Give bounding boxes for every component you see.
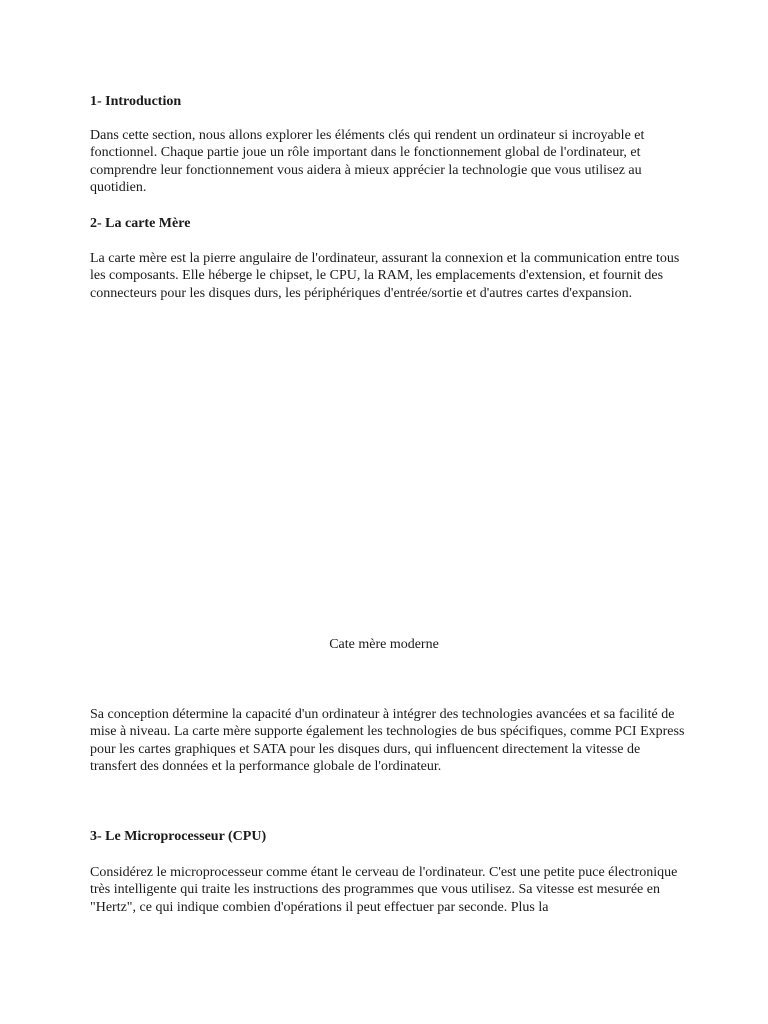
section-introduction [90,93,690,110]
paragraph-carte-mere: La carte mère est la pierre angulaire de l'ordinateur, assurant la connexion et la communication entre tous les composants. Elle héberge le chipset, le CPU, la RAM, les emplacements d'extension, et fournit des connecteurs pour les disques durs, les périphériques d'entrée/sortie et d'autres cartes d'expansion. [90,251,680,301]
paragraph-introduction: Dans cette section, nous allons explorer les éléments clés qui rendent un ordinateur si incroyable et fonctionnel. Chaque partie joue un rôle important dans le fonctionnement global de l'ordinateur, et comprendre leur fonctionnement vous aidera à mieux apprécier la technologie que vous utilisez au quotidien. [90,128,645,195]
heading-carte-mere: 2- La carte Mère [90,216,191,231]
section-microprocesseur [90,828,690,845]
figure-caption: Cate mère moderne [329,637,439,652]
heading-microprocesseur: 3- Le Microprocesseur (CPU) [90,829,267,844]
paragraph-carte-mere-2-block [90,706,690,775]
heading-introduction: 1- Introduction [90,94,182,109]
paragraph-carte-mere-block [90,250,690,302]
paragraph-microprocesseur-block [90,864,690,916]
paragraph-introduction-block [90,127,690,196]
paragraph-carte-mere-2: Sa conception détermine la capacité d'un ordinateur à intégrer des technologies avancées et sa facilité de mise à niveau. La carte mère supporte également les technologies de bus spécifiques, comme PCI Express pour les cartes graphiques et SATA pour les disques durs, qui influencent directement la vitesse de transfert des données et la performance globale de l'ordinateur. [90,707,685,774]
motherboard-image-placeholder [90,330,690,620]
section-carte-mere [90,215,690,232]
paragraph-microprocesseur: Considérez le microprocesseur comme étant le cerveau de l'ordinateur. C'est une petite puce électronique très intelligente qui traite les instructions des programmes que vous utilisez. Sa vitesse est mesurée en "Hertz", ce qui indique combien d'opérations il peut effectuer par seconde. Plus la [90,865,678,915]
